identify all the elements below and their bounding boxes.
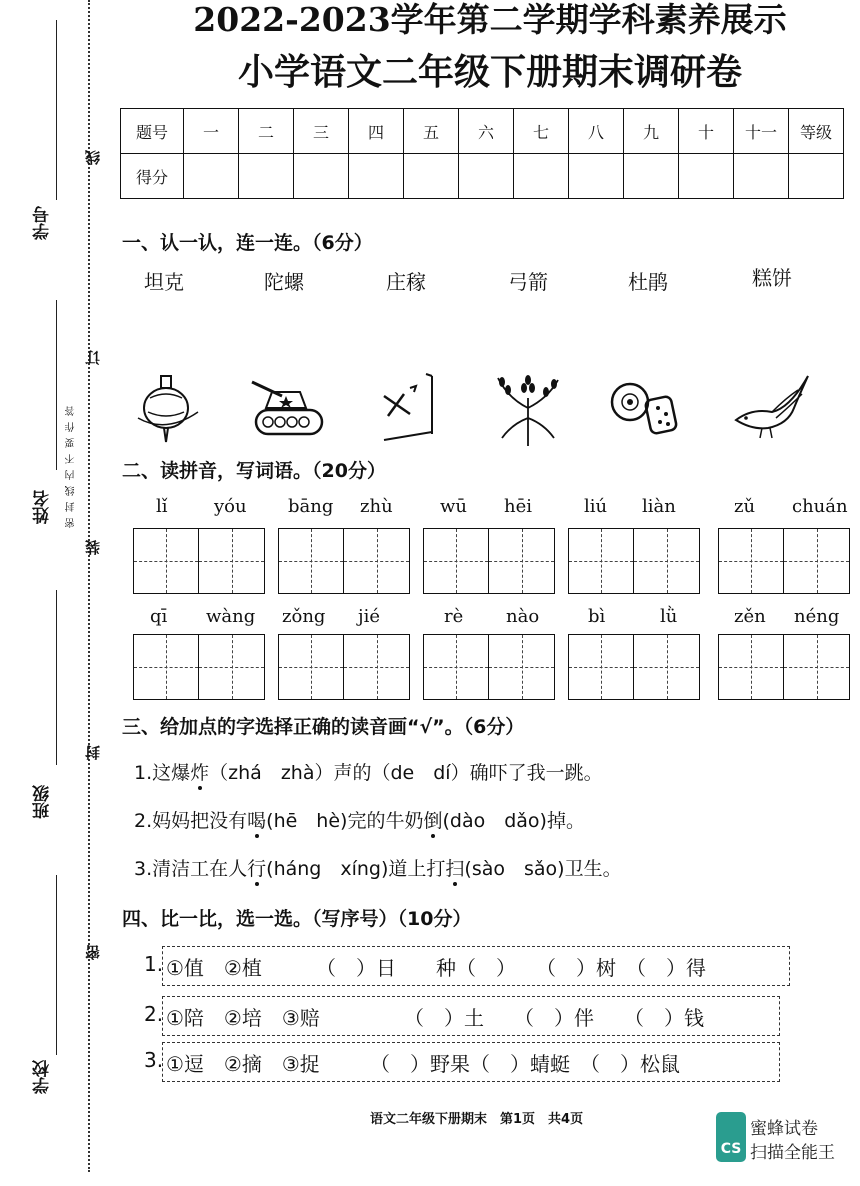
column-header: 三 <box>294 109 349 154</box>
pinyin: zǔ <box>734 496 756 517</box>
column-header: 五 <box>404 109 459 154</box>
rice-plant-icon[interactable] <box>488 368 568 448</box>
page-footer: 语文二年级下册期末 第1页 共4页 <box>370 1112 584 1127</box>
bind-char-ding: 订 <box>84 350 102 365</box>
section3-heading: 三、给加点的字选择正确的读音画“√”。（6分） <box>122 716 525 738</box>
pinyin: zěn <box>734 606 766 627</box>
column-header: 等级 <box>789 109 844 154</box>
q4-3-options: ①逗 ②摘 ③捉 <box>166 1052 320 1076</box>
row-label-score: 得分 <box>121 154 184 199</box>
q4-3-number: 3. <box>144 1048 164 1072</box>
score-table <box>120 108 844 199</box>
page-subtitle: 小学语文二年级下册期末调研卷 <box>237 52 742 93</box>
pinyin: bì <box>588 606 606 627</box>
question-2: 2.妈妈把没有喝(hē hè)完的牛奶倒(dào dǎo)掉。 <box>134 810 585 832</box>
label-student-id: 学号 <box>33 206 53 240</box>
scanner-watermark <box>716 1112 846 1164</box>
table-row <box>121 109 844 154</box>
column-header: 七 <box>514 109 569 154</box>
score-cell[interactable] <box>294 154 349 199</box>
pinyin: wàng <box>206 606 256 627</box>
q4-1-number: 1. <box>144 952 164 976</box>
pinyin: chuán <box>792 496 848 517</box>
score-cell[interactable] <box>349 154 404 199</box>
cake-icon[interactable] <box>606 368 686 448</box>
watermark-line2: 扫描全能王 <box>750 1143 835 1163</box>
writing-grid[interactable] <box>718 528 850 594</box>
score-cell[interactable] <box>459 154 514 199</box>
class-underline <box>56 590 57 765</box>
word-bow: 弓箭 <box>508 270 548 294</box>
pinyin: zǒng <box>282 606 326 627</box>
pinyin: bāng <box>288 496 334 517</box>
row-label-number: 题号 <box>121 109 184 154</box>
label-class: 班级 <box>33 785 53 819</box>
pinyin: lǐ <box>156 496 168 517</box>
binding-notice: 密封线内不要作答 <box>66 400 77 528</box>
watermark-line1: 蜜蜂试卷 <box>750 1119 818 1139</box>
name-underline <box>56 20 57 200</box>
pinyin: liàn <box>642 496 676 517</box>
word-top: 陀螺 <box>264 270 304 294</box>
writing-grid[interactable] <box>718 634 850 700</box>
writing-grid[interactable] <box>568 528 700 594</box>
word-cake: 糕饼 <box>752 266 792 290</box>
cuckoo-bird-icon[interactable] <box>732 368 812 448</box>
writing-grid[interactable] <box>278 528 410 594</box>
pinyin: lǜ <box>660 606 678 627</box>
section1-heading: 一、认一认，连一连。（6分） <box>122 232 373 254</box>
q4-1-blanks[interactable]: （ ）日 种（ ） （ ）树 （ ）得 <box>316 956 706 980</box>
score-cell[interactable] <box>569 154 624 199</box>
pinyin: liú <box>584 496 608 517</box>
writing-grid[interactable] <box>423 634 555 700</box>
score-cell[interactable] <box>184 154 239 199</box>
bind-char-feng: 封 <box>84 745 102 760</box>
q4-3-blanks[interactable]: （ ）野果（ ）蜻蜓 （ ）松鼠 <box>370 1052 680 1076</box>
q4-2-options: ①陪 ②培 ③赔 <box>166 1006 320 1030</box>
tank-icon[interactable] <box>248 368 328 448</box>
score-cell[interactable] <box>404 154 459 199</box>
column-header: 十一 <box>734 109 789 154</box>
pinyin: nào <box>506 606 540 627</box>
writing-grid[interactable] <box>423 528 555 594</box>
camscanner-logo-icon: CS <box>716 1112 746 1162</box>
question-1: 1.这爆炸（zhá zhà）声的（de dí）确吓了我一跳。 <box>134 762 603 784</box>
column-header: 九 <box>624 109 679 154</box>
bind-char-xian: 线 <box>84 150 102 165</box>
label-name: 姓名 <box>33 490 53 524</box>
q4-1-options: ①值 ②植 <box>166 956 262 980</box>
question-3: 3.清洁工在人行(háng xíng)道上打扫(sào sǎo)卫生。 <box>134 858 622 880</box>
section4-heading: 四、比一比，选一选。（写序号）（10分） <box>122 908 472 930</box>
bow-arrow-icon[interactable] <box>370 368 450 448</box>
school-underline <box>56 875 57 1055</box>
pinyin: zhù <box>360 496 393 517</box>
q4-2-number: 2. <box>144 1002 164 1026</box>
pinyin: néng <box>794 606 840 627</box>
pinyin: wū <box>440 496 467 517</box>
q4-2-blanks[interactable]: （ ）土 （ ）伴 （ ）钱 <box>404 1006 704 1030</box>
section2-heading: 二、读拼音，写词语。（20分） <box>122 460 386 482</box>
pinyin: qī <box>150 606 168 627</box>
page-title: 2022-2023学年第二学期学科素养展示 <box>193 0 787 39</box>
label-school: 学校 <box>33 1060 53 1094</box>
column-header: 四 <box>349 109 404 154</box>
score-cell[interactable] <box>514 154 569 199</box>
pinyin: hēi <box>504 496 533 517</box>
score-cell[interactable] <box>734 154 789 199</box>
table-row <box>121 154 844 199</box>
writing-grid[interactable] <box>133 528 265 594</box>
score-cell[interactable] <box>624 154 679 199</box>
bind-char-zhuang: 装 <box>84 540 102 555</box>
column-header: 六 <box>459 109 514 154</box>
word-tank: 坦克 <box>144 270 184 294</box>
spinning-top-icon[interactable] <box>128 368 208 448</box>
column-header: 八 <box>569 109 624 154</box>
score-cell[interactable] <box>679 154 734 199</box>
writing-grid[interactable] <box>133 634 265 700</box>
pinyin: yóu <box>214 496 247 517</box>
pinyin: rè <box>444 606 464 627</box>
score-cell[interactable] <box>789 154 844 199</box>
score-cell[interactable] <box>239 154 294 199</box>
pinyin: jié <box>358 606 380 627</box>
column-header: 二 <box>239 109 294 154</box>
writing-grid[interactable] <box>278 634 410 700</box>
column-header: 一 <box>184 109 239 154</box>
word-crops: 庄稼 <box>386 270 426 294</box>
column-header: 十 <box>679 109 734 154</box>
writing-grid[interactable] <box>568 634 700 700</box>
binding-dotted-line <box>88 0 90 1172</box>
bind-char-mi: 密 <box>84 945 102 960</box>
name-underline <box>56 300 57 470</box>
word-cuckoo: 杜鹃 <box>628 270 668 294</box>
